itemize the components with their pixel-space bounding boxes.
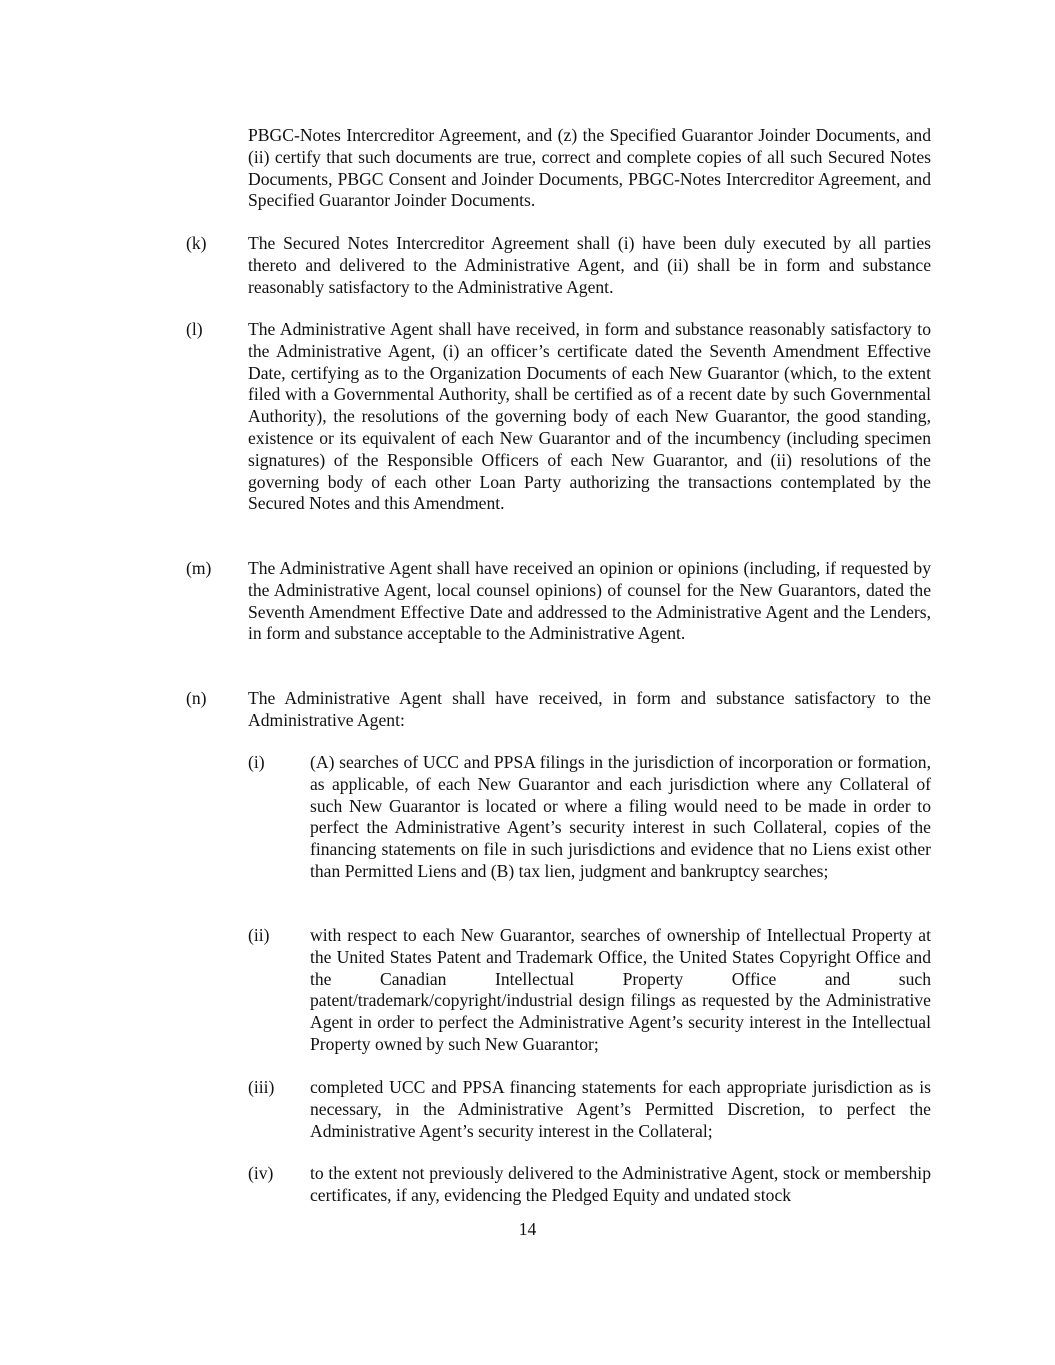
section-label-k: (k)	[186, 233, 207, 253]
page-number: 14	[518, 1219, 537, 1239]
subsection-label-iv: (iv)	[248, 1163, 274, 1183]
subsection-text-ii: with respect to each New Guarantor, searches of ownership of Intellectual Property at the United States Patent and Trademark Office, the United States Copyright Office and the Canadian Intellectual Property Office and such patent/trademark/copyright/industrial design filings as requested by the Administrative Agent in order to perfect the Administrative Agent’s security interest in the Intellectual Property owned by such New Guarantor;	[310, 925, 931, 1054]
section-label-n: (n)	[186, 688, 207, 708]
section-text-l: The Administrative Agent shall have received, in form and substance reasonably satisfactory to the Administrative Agent, (i) an officer’s certificate dated the Seventh Amendment Effective Date, certifying as to the Organization Documents of each New Guarantor (which, to the extent filed with a Governmental Authority, shall be certified as of a recent date by such Governmental Authority), the resolutions of the governing body of each New Guarantor, the good standing, existence or its equivalent of each New Guarantor and of the incumbency (including specimen signatures) of the Responsible Officers of each New Guarantor, and (ii) resolutions of the governing body of each other Loan Party authorizing the transactions contemplated by the Secured Notes and this Amendment.	[248, 319, 931, 514]
section-text-m: The Administrative Agent shall have received an opinion or opinions (including, if requested by the Administrative Agent, local counsel opinions) of counsel for the New Guarantors, dated the Seventh Amendment Effective Date and addressed to the Administrative Agent and the Lenders, in form and substance acceptable to the Administrative Agent.	[248, 558, 931, 644]
section-text-n: The Administrative Agent shall have received, in form and substance satisfactory to the Administrative Agent:	[248, 688, 931, 730]
section-label-l: (l)	[186, 319, 203, 339]
subsection-text-i: (A) searches of UCC and PPSA filings in the jurisdiction of incorporation or formation, as applicable, of each New Guarantor and each jurisdiction where any Collateral of such New Guarantor is located or where a filing would need to be made in order to perfect the Administrative Agent’s security interest in such Collateral, copies of the financing statements on file in such jurisdictions and evidence that no Liens exist other than Permitted Liens and (B) tax lien, judgment and bankruptcy searches;	[310, 752, 931, 881]
subsection-label-iii: (iii)	[248, 1077, 275, 1097]
subsection-label-i: (i)	[248, 752, 265, 772]
subsection-text-iv: to the extent not previously delivered to the Administrative Agent, stock or membership certificates, if any, evidencing the Pledged Equity and undated stock	[310, 1163, 931, 1205]
subsection-text-iii: completed UCC and PPSA financing statements for each appropriate jurisdiction as is necessary, in the Administrative Agent’s Permitted Discretion, to perfect the Administrative Agent’s security interest in the Collateral;	[310, 1077, 931, 1141]
section-text-k: The Secured Notes Intercreditor Agreement shall (i) have been duly executed by all parties thereto and delivered to the Administrative Agent, and (ii) shall be in form and substance reasonably satisfactory to the Administrative Agent.	[248, 233, 931, 297]
subsection-label-ii: (ii)	[248, 925, 270, 945]
continuation-paragraph: PBGC-Notes Intercreditor Agreement, and (z) the Specified Guarantor Joinder Documents, and (ii) certify that such documents are true, correct and complete copies of all such Secured Notes Documents, PBGC Consent and Joinder Documents, PBGC-Notes Intercreditor Agreement, and Specified Guarantor Joinder Documents.	[248, 125, 931, 211]
section-label-m: (m)	[186, 558, 212, 578]
